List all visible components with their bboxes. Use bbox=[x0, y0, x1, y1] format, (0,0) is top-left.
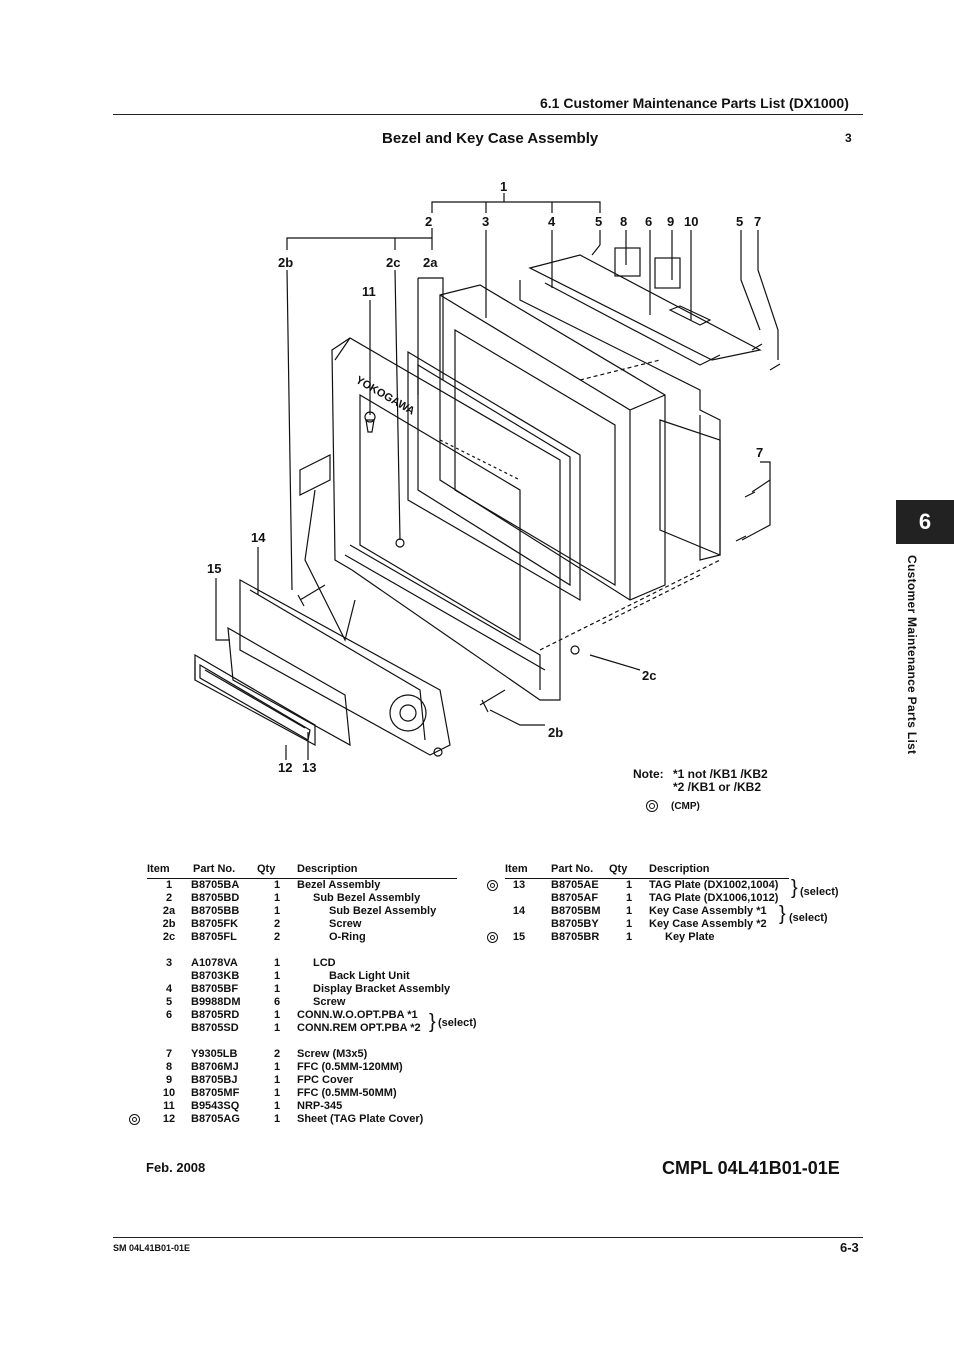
table-row bbox=[505, 931, 789, 944]
col-item: Item bbox=[147, 862, 191, 879]
item-cell bbox=[505, 905, 533, 918]
item-cell bbox=[147, 983, 191, 996]
part-no-cell-text: B9988DM bbox=[191, 996, 241, 1008]
qty-cell-text: 1 bbox=[273, 1074, 281, 1086]
table-row bbox=[147, 1113, 457, 1126]
qty-cell-text: 1 bbox=[273, 879, 281, 891]
item-cell bbox=[147, 931, 191, 944]
callout-7: 7 bbox=[754, 214, 762, 229]
table-row bbox=[147, 983, 457, 996]
note-cmp: (CMP) bbox=[671, 801, 700, 812]
cmp-symbol-icon bbox=[129, 1114, 140, 1125]
item-cell-text: 2c bbox=[162, 931, 176, 943]
qty-cell-text: 1 bbox=[273, 970, 281, 982]
part-no-cell bbox=[533, 931, 609, 944]
description-cell bbox=[297, 1048, 457, 1061]
item-cell-text: 12 bbox=[162, 1113, 176, 1125]
item-cell-text: 8 bbox=[165, 1061, 173, 1073]
description-cell bbox=[297, 970, 457, 983]
item-cell bbox=[147, 905, 191, 918]
part-no-cell-text: B8705MF bbox=[191, 1087, 240, 1099]
cmp-symbol-icon bbox=[646, 800, 658, 812]
table-row bbox=[147, 905, 457, 918]
callout-13: 13 bbox=[302, 760, 317, 775]
part-no-cell bbox=[191, 1100, 257, 1113]
part-no-cell bbox=[191, 970, 257, 983]
table-row bbox=[147, 970, 457, 983]
item-cell bbox=[147, 1022, 191, 1035]
description-cell-text: Back Light Unit bbox=[329, 970, 410, 982]
description-cell-text: O-Ring bbox=[329, 931, 366, 943]
part-no-cell-text: B8705BJ bbox=[191, 1074, 238, 1086]
table-row bbox=[505, 918, 789, 931]
item-cell-text: 6 bbox=[165, 1009, 173, 1021]
callout-2: 2 bbox=[425, 214, 433, 229]
qty-cell bbox=[257, 892, 297, 905]
part-no-cell bbox=[191, 879, 257, 893]
table-row bbox=[147, 892, 457, 905]
qty-cell bbox=[609, 905, 649, 918]
description-cell bbox=[649, 879, 789, 893]
part-no-cell-text: B8705FL bbox=[191, 931, 237, 943]
part-no-cell-text: B8706MJ bbox=[191, 1061, 239, 1073]
item-cell bbox=[505, 918, 533, 931]
col-qty: Qty bbox=[257, 862, 297, 879]
part-no-cell-text: B8705AG bbox=[191, 1113, 240, 1125]
chapter-number: 6 bbox=[918, 509, 932, 534]
part-no-cell-text: B9543SQ bbox=[191, 1100, 240, 1112]
qty-cell bbox=[257, 1113, 297, 1126]
note-2: *2 /KB1 or /KB2 bbox=[673, 780, 762, 794]
part-no-cell-text: B8705AE bbox=[551, 879, 599, 891]
description-cell bbox=[649, 905, 789, 918]
footer-doc-number: SM 04L41B01-01E bbox=[113, 1243, 191, 1253]
qty-cell-text: 1 bbox=[273, 905, 281, 917]
description-cell bbox=[297, 892, 457, 905]
item-cell bbox=[147, 1048, 191, 1061]
part-no-cell-text: B8705BY bbox=[551, 918, 599, 930]
qty-cell-text: 1 bbox=[625, 918, 633, 930]
callout-2a: 2a bbox=[423, 255, 438, 270]
item-cell bbox=[147, 957, 191, 970]
qty-cell-text: 1 bbox=[273, 1113, 281, 1125]
callout-1: 1 bbox=[500, 179, 508, 194]
item-cell-text: 14 bbox=[512, 905, 526, 917]
running-header: 6.1 Customer Maintenance Parts List (DX1000) bbox=[540, 95, 849, 111]
qty-cell bbox=[609, 879, 649, 893]
select-label-14: (select) bbox=[789, 912, 828, 924]
description-cell-text: TAG Plate (DX1002,1004) bbox=[649, 879, 779, 891]
qty-cell-text: 2 bbox=[273, 918, 281, 930]
description-cell-text: Sheet (TAG Plate Cover) bbox=[297, 1113, 424, 1125]
part-no-cell bbox=[533, 892, 609, 905]
description-cell bbox=[297, 905, 457, 918]
item-cell bbox=[147, 1113, 191, 1126]
part-no-cell-text: B8705FK bbox=[191, 918, 239, 930]
qty-cell-text: 1 bbox=[273, 1009, 281, 1021]
callout-10: 10 bbox=[684, 214, 699, 229]
description-cell bbox=[297, 931, 457, 944]
qty-cell bbox=[257, 1022, 297, 1035]
description-cell-text: LCD bbox=[313, 957, 336, 969]
qty-cell-text: 1 bbox=[273, 1087, 281, 1099]
item-cell bbox=[147, 918, 191, 931]
select-label-13: (select) bbox=[800, 886, 839, 898]
description-cell bbox=[297, 1061, 457, 1074]
description-cell bbox=[297, 983, 457, 996]
item-cell-text: 4 bbox=[165, 983, 173, 995]
item-cell bbox=[147, 1074, 191, 1087]
part-no-cell bbox=[191, 1009, 257, 1022]
item-cell bbox=[505, 931, 533, 944]
item-cell bbox=[147, 1009, 191, 1022]
part-no-cell bbox=[191, 957, 257, 970]
qty-cell-text: 1 bbox=[625, 931, 633, 943]
qty-cell-text: 1 bbox=[273, 983, 281, 995]
description-cell bbox=[297, 996, 457, 1009]
qty-cell-text: 2 bbox=[273, 1048, 281, 1060]
description-cell bbox=[297, 957, 457, 970]
item-cell-text: 3 bbox=[165, 957, 173, 969]
callout-bracket-1 bbox=[432, 193, 600, 213]
item-cell-text: 11 bbox=[163, 1100, 175, 1112]
footer-page-number: 6-3 bbox=[840, 1240, 859, 1255]
callout-12: 12 bbox=[278, 760, 293, 775]
item-cell bbox=[147, 892, 191, 905]
item-cell-text: 9 bbox=[165, 1074, 173, 1086]
qty-cell bbox=[609, 892, 649, 905]
description-cell bbox=[297, 1100, 457, 1113]
select-brace: } bbox=[791, 877, 798, 899]
description-cell bbox=[649, 931, 789, 944]
callout-5: 5 bbox=[595, 214, 603, 229]
description-cell-text: Screw bbox=[329, 918, 362, 930]
part-no-cell-text: B8703KB bbox=[191, 970, 240, 982]
document-id: CMPL 04L41B01-01E bbox=[662, 1158, 840, 1178]
description-cell-text: FPC Cover bbox=[297, 1074, 354, 1086]
qty-cell-text: 1 bbox=[625, 879, 633, 891]
item-cell bbox=[147, 996, 191, 1009]
item-cell bbox=[147, 1061, 191, 1074]
part-no-cell-text: B8705BB bbox=[191, 905, 240, 917]
part-no-cell-text: B8705BM bbox=[551, 905, 601, 917]
description-cell-text: Key Case Assembly *2 bbox=[649, 918, 767, 930]
part-no-cell bbox=[191, 1087, 257, 1100]
table-row bbox=[147, 879, 457, 893]
table-row bbox=[505, 905, 789, 918]
qty-cell bbox=[257, 879, 297, 893]
part-no-cell bbox=[191, 905, 257, 918]
part-no-cell-text: B8705SD bbox=[191, 1022, 239, 1034]
table-row bbox=[147, 1022, 457, 1035]
qty-cell-text: 1 bbox=[273, 1061, 281, 1073]
description-cell bbox=[297, 879, 457, 893]
col-part-no: Part No. bbox=[533, 862, 609, 879]
description-cell-text: Sub Bezel Assembly bbox=[329, 905, 437, 917]
callout-11: 11 bbox=[362, 284, 376, 299]
description-cell bbox=[297, 918, 457, 931]
callout-2b: 2b bbox=[278, 255, 294, 270]
part-no-cell bbox=[191, 892, 257, 905]
part-no-cell bbox=[191, 931, 257, 944]
description-cell-text: CONN.W.O.OPT.PBA *1 bbox=[297, 1009, 418, 1021]
item-cell-text: 10 bbox=[162, 1087, 176, 1099]
footer-rule bbox=[113, 1237, 863, 1238]
callout-4: 4 bbox=[548, 214, 556, 229]
ffc-part bbox=[615, 248, 640, 276]
item-cell bbox=[505, 892, 533, 905]
callout-9: 9 bbox=[667, 214, 675, 229]
qty-cell-text: 2 bbox=[273, 931, 281, 943]
note-prefix: Note: bbox=[633, 767, 664, 781]
part-no-cell bbox=[191, 918, 257, 931]
table-row bbox=[147, 957, 457, 970]
table-gap-row bbox=[147, 944, 457, 957]
item-cell bbox=[147, 1100, 191, 1113]
qty-cell bbox=[257, 1074, 297, 1087]
item-cell-text: 2b bbox=[162, 918, 176, 930]
part-no-cell-text: A1078VA bbox=[191, 957, 238, 969]
table-row bbox=[147, 1061, 457, 1074]
qty-cell bbox=[609, 918, 649, 931]
col-item: Item bbox=[505, 862, 533, 879]
description-cell bbox=[649, 918, 789, 931]
description-cell-text: Sub Bezel Assembly bbox=[313, 892, 421, 904]
qty-cell bbox=[257, 996, 297, 1009]
part-no-cell bbox=[533, 905, 609, 918]
item-cell bbox=[147, 1087, 191, 1100]
part-no-cell-text: Y9305LB bbox=[191, 1048, 238, 1060]
select-brace: } bbox=[779, 903, 786, 925]
item-cell bbox=[147, 970, 191, 983]
part-no-cell bbox=[191, 1022, 257, 1035]
table-gap-row bbox=[147, 1035, 457, 1048]
callout-2c-b: 2c bbox=[642, 668, 657, 683]
callout-15: 15 bbox=[207, 561, 222, 576]
part-no-cell-text: B8705RD bbox=[191, 1009, 240, 1021]
part-no-cell bbox=[191, 1113, 257, 1126]
col-qty: Qty bbox=[609, 862, 649, 879]
bezel-logo-text: YOKOGAWA bbox=[353, 374, 417, 418]
table-row bbox=[147, 1074, 457, 1087]
qty-cell-text: 1 bbox=[273, 957, 281, 969]
part-no-cell bbox=[533, 918, 609, 931]
part-no-cell-text: B8705AF bbox=[551, 892, 599, 904]
item-cell-text: 15 bbox=[512, 931, 526, 943]
parts-table-left bbox=[147, 862, 457, 1126]
part-no-cell bbox=[191, 1061, 257, 1074]
callout-2c: 2c bbox=[386, 255, 401, 270]
description-cell-text: CONN.REM OPT.PBA *2 bbox=[297, 1022, 421, 1034]
callout-6: 6 bbox=[645, 214, 653, 229]
qty-cell-text: 1 bbox=[625, 905, 633, 917]
item-cell-text: 2a bbox=[162, 905, 176, 917]
qty-cell-text: 6 bbox=[273, 996, 281, 1008]
part-no-cell bbox=[533, 879, 609, 893]
qty-cell-text: 1 bbox=[273, 892, 281, 904]
table-row bbox=[147, 1048, 457, 1061]
part-no-cell bbox=[191, 996, 257, 1009]
description-cell bbox=[649, 892, 789, 905]
description-cell bbox=[297, 1074, 457, 1087]
table-row bbox=[147, 1100, 457, 1113]
part-no-cell bbox=[191, 983, 257, 996]
table-row bbox=[505, 892, 789, 905]
note-1: *1 not /KB1 /KB2 bbox=[673, 767, 768, 781]
col-description: Description bbox=[649, 862, 789, 879]
select-label-6: (select) bbox=[438, 1017, 477, 1029]
description-cell-text: Display Bracket Assembly bbox=[313, 983, 451, 995]
qty-cell bbox=[257, 931, 297, 944]
table-row bbox=[147, 1087, 457, 1100]
description-cell-text: NRP-345 bbox=[297, 1100, 343, 1112]
part-no-cell bbox=[191, 1048, 257, 1061]
qty-cell bbox=[257, 1009, 297, 1022]
item-cell-text: 7 bbox=[165, 1048, 173, 1060]
description-cell bbox=[297, 1113, 457, 1126]
cmp-symbol-icon bbox=[487, 932, 498, 943]
parts-rows-left bbox=[147, 879, 457, 1127]
qty-cell bbox=[257, 970, 297, 983]
item-cell bbox=[505, 879, 533, 893]
description-cell-text: Screw bbox=[313, 996, 346, 1008]
callout-8: 8 bbox=[620, 214, 628, 229]
item-cell-text: 13 bbox=[512, 879, 526, 891]
part-no-cell-text: B8705BR bbox=[551, 931, 600, 943]
qty-cell bbox=[257, 1087, 297, 1100]
parts-table-right bbox=[505, 862, 789, 944]
qty-cell bbox=[257, 918, 297, 931]
description-cell-text: Bezel Assembly bbox=[297, 879, 381, 891]
table-row bbox=[147, 996, 457, 1009]
qty-cell-text: 1 bbox=[273, 1100, 281, 1112]
qty-cell bbox=[257, 1061, 297, 1074]
description-cell-text: Key Case Assembly *1 bbox=[649, 905, 767, 917]
item-cell-text: 2 bbox=[165, 892, 173, 904]
issue-date: Feb. 2008 bbox=[146, 1160, 206, 1175]
description-cell-text: FFC (0.5MM-120MM) bbox=[297, 1061, 403, 1073]
item-cell bbox=[147, 879, 191, 893]
col-description: Description bbox=[297, 862, 457, 879]
description-cell-text: Key Plate bbox=[665, 931, 715, 943]
description-cell bbox=[297, 1087, 457, 1100]
callout-7b: 7 bbox=[756, 445, 764, 460]
item-cell-text: 5 bbox=[165, 996, 173, 1008]
table-row bbox=[147, 931, 457, 944]
part-no-cell-text: B8705BD bbox=[191, 892, 240, 904]
table-row bbox=[147, 918, 457, 931]
item-cell-text: 1 bbox=[165, 879, 173, 891]
qty-cell-text: 1 bbox=[625, 892, 633, 904]
qty-cell bbox=[257, 1048, 297, 1061]
callout-bracket-2 bbox=[287, 228, 432, 250]
part-no-cell-text: B8705BA bbox=[191, 879, 240, 891]
col-part-no: Part No. bbox=[191, 862, 257, 879]
part-no-cell bbox=[191, 1074, 257, 1087]
table-row bbox=[505, 879, 789, 893]
qty-cell bbox=[609, 931, 649, 944]
qty-cell-text: 1 bbox=[273, 1022, 281, 1034]
qty-cell bbox=[257, 905, 297, 918]
qty-cell bbox=[257, 957, 297, 970]
chapter-side-label: Customer Maintenance Parts List bbox=[905, 555, 919, 755]
page-index: 3 bbox=[845, 131, 852, 145]
description-cell-text: FFC (0.5MM-50MM) bbox=[297, 1087, 397, 1099]
parts-rows-right bbox=[505, 879, 789, 945]
cmp-symbol-icon bbox=[487, 880, 498, 891]
page-title: Bezel and Key Case Assembly bbox=[382, 130, 599, 147]
table-row bbox=[147, 1009, 457, 1022]
description-cell-text: TAG Plate (DX1006,1012) bbox=[649, 892, 779, 904]
qty-cell bbox=[257, 1100, 297, 1113]
qty-cell bbox=[257, 983, 297, 996]
part-no-cell-text: B8705BF bbox=[191, 983, 239, 995]
callout-5b: 5 bbox=[736, 214, 744, 229]
description-cell-text: Screw (M3x5) bbox=[297, 1048, 368, 1060]
callout-3: 3 bbox=[482, 214, 490, 229]
select-brace: } bbox=[429, 1011, 436, 1033]
callout-2b-b: 2b bbox=[548, 725, 564, 740]
callout-14: 14 bbox=[251, 530, 266, 545]
